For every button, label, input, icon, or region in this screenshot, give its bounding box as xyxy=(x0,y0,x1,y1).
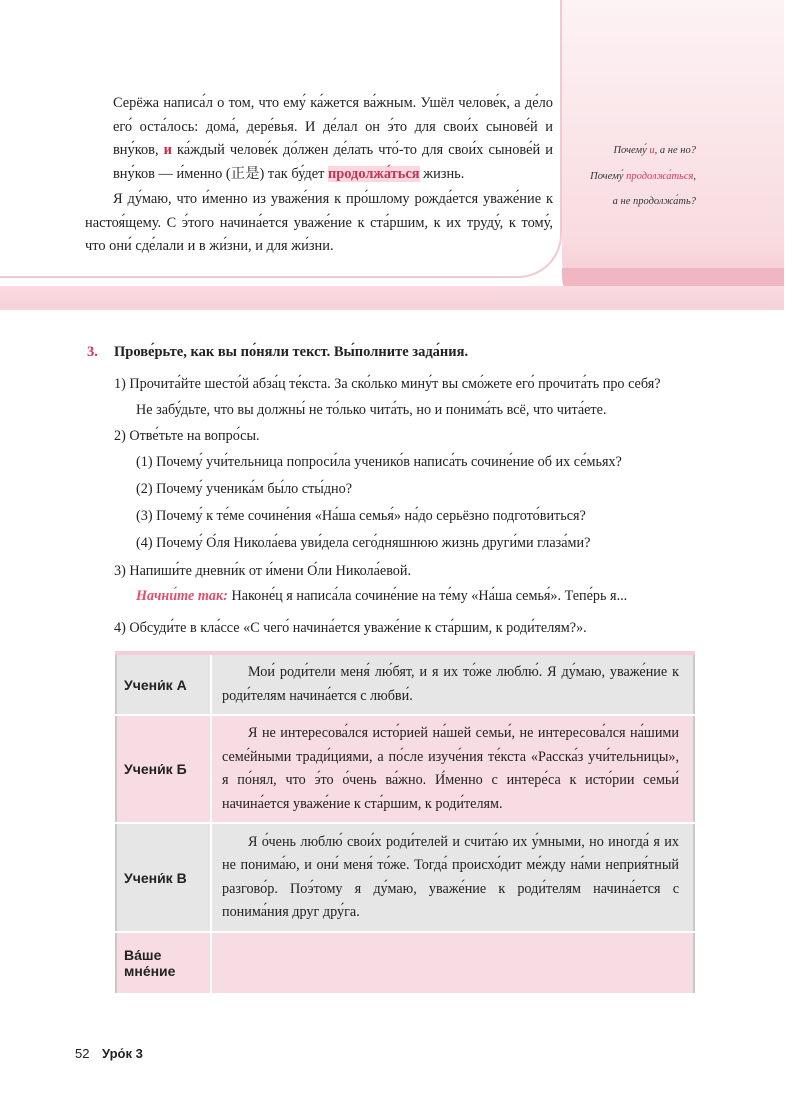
table-row xyxy=(116,653,694,715)
question-2: (2) Почему́ ученика́м бы́ло сты́дно? xyxy=(136,481,353,497)
decorative-band xyxy=(0,286,784,310)
note-text: Почему́ xyxy=(590,171,627,182)
task-item-3: 3) Напиши́те дневни́к от и́мени О́ли Никола́евой. xyxy=(114,563,412,579)
text-segment: Серёжа написа́л о том, что ему́ ка́жется ва́жным. Ушёл челове́к, а де́ло его́ оста́лось: дома́, дере́вья. И де́лал он э́то для свои́х сынове́й и вну́ков, xyxy=(113,95,553,158)
note-highlight: и xyxy=(649,145,655,156)
question-4: (4) Почему́ О́ля Никола́ева уви́дела сего́дняшнюю жизнь други́ми глаза́ми? xyxy=(136,535,591,551)
lesson-label: Уро́к 3 xyxy=(102,1046,143,1061)
table-row xyxy=(116,823,694,931)
task-item-3-start xyxy=(136,588,627,605)
page-number: 52 xyxy=(75,1046,90,1061)
task-item-4: 4) Обсуди́те в кла́ссе «С чего́ начина́ется уваже́ние к ста́ршим, к роди́телям?». xyxy=(114,620,587,636)
start-text: Наконе́ц я написа́ла сочине́ние на те́му «На́ша семья́». Тепе́рь я... xyxy=(227,588,628,604)
table-row xyxy=(116,932,694,994)
highlighted-word: и xyxy=(163,142,172,158)
reading-paragraph-1 xyxy=(113,92,553,186)
start-label: Начни́те так: xyxy=(136,588,228,604)
task-item-2: 2) Отве́тьте на вопро́сы. xyxy=(114,428,260,444)
note-text: , а не но? xyxy=(654,145,696,156)
student-name: Учени́к В xyxy=(116,823,211,931)
students-opinions-table xyxy=(115,651,695,995)
note-text: Почему́ xyxy=(613,145,650,156)
highlighted-word: продолжа́ться xyxy=(327,165,420,182)
your-opinion-label: Ва́ше мне́ние xyxy=(116,932,211,994)
task-number: 3. xyxy=(87,344,98,360)
side-note-line-1 xyxy=(566,138,696,163)
reading-paragraph-2: Я ду́маю, что и́менно из уваже́ния к про́шлому рожда́ется уваже́ние к настоя́щему. С э́того начина́ется уваже́ние к ста́ршим, к их труду́, к тому́, что они́ сде́лали и в жи́зни, и для жи́зни. xyxy=(85,191,553,254)
student-opinion: Я не интересова́лся исто́рией на́шей семьи́, не интересова́лся на́шими семе́йными тради́циями, а по́сле изуче́ния те́кста «Расска́з учи́тельницы», я по́нял, что э́то о́чень ва́жно. И́менно с интере́са к исто́рии семьи́ начина́ется уваже́ние к ста́ршим, к роди́телям. xyxy=(211,715,694,823)
student-name: Учени́к Б xyxy=(116,715,211,823)
question-1: (1) Почему́ учи́тельница попроси́ла ученико́в написа́ть сочине́ние об их се́мьях? xyxy=(136,454,622,470)
student-opinion: Я о́чень люблю́ свои́х роди́телей и счита́ю их у́мными, но иногда́ я их не понима́ю, и они́ меня́ то́же. Тогда́ происхо́дит ме́жду на́ми неприя́тный разгово́р. Поэ́тому я ду́маю, уваже́ние к роди́телям начина́ется с понима́ния друг дру́га. xyxy=(211,823,694,931)
side-note-line-3: а не продолжа́ть? xyxy=(612,196,696,207)
text-segment: жизнь. xyxy=(419,165,465,182)
student-name: Учени́к А xyxy=(116,653,211,715)
note-highlight: продолжа́ться xyxy=(626,171,694,182)
your-opinion-cell[interactable] xyxy=(211,932,694,994)
student-opinion: Мои́ роди́тели меня́ лю́бят, и я их то́же люблю́. Я ду́маю, уваже́ние к роди́телям начина́ется с любви́. xyxy=(211,653,694,715)
note-text: , xyxy=(693,171,696,182)
task-item-1: 1) Прочита́йте шесто́й абза́ц те́кста. За ско́лько мину́т вы смо́жете его́ прочита́ть про себя? xyxy=(114,376,661,392)
side-note-line-2 xyxy=(566,164,696,189)
question-3: (3) Почему́ к те́ме сочине́ния «На́ша семья́» на́до серьёзно подгото́виться? xyxy=(136,508,586,524)
task-item-1-continued: Не забу́дьте, что вы должны́ не то́лько чита́ть, но и понима́ть всё, что чита́ете. xyxy=(136,402,607,418)
task-title: Прове́рьте, как вы по́няли текст. Вы́полните зада́ния. xyxy=(114,344,469,360)
text-segment: ка́ждый челове́к до́лжен де́лать что́-то для свои́х сынове́й и вну́ков — и́менно (正是) так бу́дет xyxy=(113,142,553,182)
table-row xyxy=(116,715,694,823)
